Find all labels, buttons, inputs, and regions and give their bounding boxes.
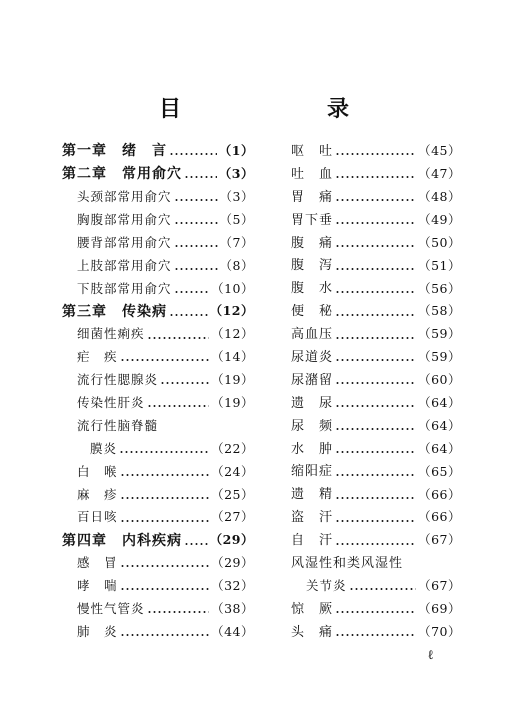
toc-entry <box>291 323 461 346</box>
toc-entry-label: 头颈部常用俞穴 <box>77 188 172 204</box>
toc-entry-label: 自 汗 <box>291 533 334 549</box>
toc-entry-label: 白 喉 <box>77 463 118 479</box>
toc-entry-page: （56） <box>418 280 461 296</box>
toc-entry-page: （3） <box>219 188 254 204</box>
toc-entry <box>62 209 254 232</box>
toc-entry-label: 胃下垂 <box>291 212 334 228</box>
toc-entry-page: （66） <box>418 486 461 502</box>
toc-entry-label: 下肢部常用俞穴 <box>77 280 172 296</box>
toc-entry-page: （59） <box>418 349 461 365</box>
toc-entry <box>62 415 254 438</box>
toc-leader-dots <box>119 451 209 453</box>
toc-entry-label: 胃 痛 <box>291 189 334 205</box>
toc-entry-label: 惊 厥 <box>291 601 334 617</box>
toc-entry <box>291 277 461 300</box>
toc-entry-label: 尿潴留 <box>291 372 334 388</box>
toc-entry <box>62 300 254 323</box>
toc-entry-label: 便 秘 <box>291 304 334 320</box>
toc-entry-page: （12） <box>209 303 254 319</box>
toc-leader-dots <box>120 634 210 636</box>
toc-entry-label: 遗 尿 <box>291 395 334 411</box>
toc-entry-page: （67） <box>418 532 461 548</box>
toc-entry-page: （69） <box>418 601 461 616</box>
toc-entry <box>291 163 461 186</box>
toc-leader-dots <box>335 359 416 361</box>
toc-entry-label: 遗 精 <box>291 487 334 503</box>
toc-leader-dots <box>335 222 416 224</box>
toc-entry <box>291 506 461 529</box>
toc-entry-page: （70） <box>418 623 461 639</box>
page-title: 目 录 <box>158 96 411 122</box>
page-mark: ℓ <box>428 648 433 663</box>
toc-entry <box>62 598 254 621</box>
toc-entry <box>291 483 461 506</box>
toc-leader-dots <box>120 520 210 522</box>
toc-leader-dots <box>335 153 416 155</box>
toc-entry-page: （19） <box>211 394 254 410</box>
toc-leader-dots <box>174 199 218 201</box>
toc-entry-label: 百日咳 <box>77 509 118 525</box>
toc-entry-page: （51） <box>418 257 461 273</box>
toc-leader-dots <box>349 588 417 590</box>
toc-leader-dots <box>335 245 416 247</box>
toc-entry <box>291 529 461 552</box>
toc-entry-page: （64） <box>418 417 461 433</box>
toc-leader-dots <box>335 291 416 293</box>
toc-leader-dots <box>335 268 416 270</box>
toc-entry <box>62 163 254 186</box>
toc-entry-label: 感 冒 <box>77 555 118 571</box>
toc-entry <box>291 552 461 575</box>
toc-entry <box>62 232 254 255</box>
toc-entry <box>62 254 254 277</box>
toc-entry <box>291 300 461 323</box>
toc-entry-page: （59） <box>418 326 461 342</box>
toc-leader-dots <box>335 337 416 339</box>
toc-entry <box>62 186 254 209</box>
toc-entry-label: 关节炎 <box>306 578 347 594</box>
toc-entry-label: 细菌性痢疾 <box>77 326 145 342</box>
toc-entry <box>291 346 461 369</box>
toc-entry-label: 第四章 内科疾病 <box>62 532 182 549</box>
toc-right-column <box>291 140 461 644</box>
toc-entry-page: （29） <box>211 555 254 571</box>
toc-entry <box>291 438 461 461</box>
toc-entry-page: （44） <box>211 623 254 639</box>
toc-entry-label: 传染性肝炎 <box>77 394 145 410</box>
toc-entry <box>291 186 461 209</box>
toc-leader-dots <box>335 474 416 476</box>
toc-entry-page: （24） <box>211 463 254 479</box>
toc-entry-page: （45） <box>418 143 461 159</box>
toc-entry <box>291 392 461 415</box>
toc-entry-page: （64） <box>418 394 461 410</box>
toc-leader-dots <box>335 382 416 384</box>
toc-leader-dots <box>174 222 218 224</box>
toc-leader-dots <box>174 268 218 270</box>
toc-entry <box>62 140 254 163</box>
toc-leader-dots <box>120 497 210 499</box>
toc-entry-page: （5） <box>219 211 254 227</box>
toc-leader-dots <box>335 451 416 453</box>
toc-entry <box>62 483 254 506</box>
toc-leader-dots <box>335 428 416 430</box>
toc-entry-label: 慢性气管炎 <box>77 601 145 616</box>
toc-entry-label: 水 肿 <box>291 441 334 457</box>
toc-leader-dots <box>120 588 210 590</box>
toc-leader-dots <box>120 359 210 361</box>
toc-entry <box>291 209 461 232</box>
toc-entry <box>291 369 461 392</box>
toc-entry-label: 第二章 常用俞穴 <box>62 166 182 183</box>
toc-entry-page: （38） <box>211 601 254 616</box>
toc-entry-page: （49） <box>418 211 461 227</box>
toc-entry-label: 吐 血 <box>291 166 334 182</box>
toc-left-column <box>62 140 254 644</box>
toc-leader-dots <box>184 176 217 178</box>
toc-entry-page: （65） <box>418 463 461 479</box>
toc-entry <box>291 621 461 644</box>
toc-leader-dots <box>120 474 210 476</box>
toc-leader-dots <box>335 405 416 407</box>
toc-entry-label: 高血压 <box>291 327 334 343</box>
toc-leader-dots <box>147 337 210 339</box>
toc-entry <box>62 346 254 369</box>
toc-entry <box>62 277 254 300</box>
toc-leader-dots <box>335 520 416 522</box>
toc-leader-dots <box>160 382 209 384</box>
toc-entry-page: （12） <box>211 326 254 342</box>
toc-entry-label: 头 痛 <box>291 624 334 640</box>
toc-entry-label: 疟 疾 <box>77 349 118 365</box>
toc-entry-page: （7） <box>219 234 254 250</box>
toc-entry-page: （60） <box>418 372 461 388</box>
toc-entry-page: （50） <box>418 234 461 250</box>
toc-entry-page: （14） <box>211 349 254 365</box>
toc-entry <box>62 621 254 644</box>
toc-entry <box>291 415 461 438</box>
toc-leader-dots <box>335 634 416 636</box>
toc-entry-page: （8） <box>219 257 254 273</box>
toc-entry-page: （32） <box>211 578 254 594</box>
toc-entry <box>291 460 461 483</box>
toc-entry <box>62 506 254 529</box>
toc-leader-dots <box>174 291 210 293</box>
toc-entry <box>291 232 461 255</box>
toc-entry-label: 麻 疹 <box>77 486 118 502</box>
toc-entry-label: 腹 痛 <box>291 235 334 251</box>
toc-entry-label: 流行性脑脊髓 <box>77 417 159 433</box>
toc-entry-page: （58） <box>418 303 461 319</box>
toc-entry <box>62 323 254 346</box>
toc-entry-label: 腹 水 <box>291 281 334 297</box>
toc-leader-dots <box>335 497 416 499</box>
toc-entry-label: 尿 频 <box>291 418 334 434</box>
toc-entry-page: （25） <box>211 486 254 502</box>
toc-entry <box>62 529 254 552</box>
toc-leader-dots <box>169 153 217 155</box>
toc-leader-dots <box>174 245 218 247</box>
toc-entry-label: 缩阳症 <box>291 464 334 480</box>
toc-entry <box>62 438 254 461</box>
toc-entry <box>62 369 254 392</box>
toc-entry-label: 呕 吐 <box>291 143 334 159</box>
toc-entry-label: 第三章 传染病 <box>62 303 167 320</box>
toc-entry-page: （64） <box>418 440 461 456</box>
toc-entry-page: （48） <box>418 188 461 204</box>
toc-entry <box>62 460 254 483</box>
toc-leader-dots <box>335 611 416 613</box>
toc-entry-page: （19） <box>211 372 254 388</box>
toc-entry <box>62 392 254 415</box>
toc-leader-dots <box>335 314 416 316</box>
toc-entry <box>291 254 461 277</box>
toc-entry-page: （29） <box>209 532 254 548</box>
toc-entry-label: 胸腹部常用俞穴 <box>77 211 172 227</box>
toc-leader-dots <box>147 405 210 407</box>
toc-entry-label: 腹 泻 <box>291 258 334 274</box>
toc-leader-dots <box>335 176 416 178</box>
toc-entry-label: 腰背部常用俞穴 <box>77 234 172 250</box>
toc-entry-page: （3） <box>218 166 254 182</box>
toc-leader-dots <box>335 543 416 545</box>
toc-leader-dots <box>184 543 208 545</box>
toc-entry-label: 肺 炎 <box>77 623 118 639</box>
toc-entry-label: 哮 喘 <box>77 578 118 594</box>
toc-entry <box>291 598 461 621</box>
toc-entry-label: 流行性腮腺炎 <box>77 372 159 388</box>
toc-entry-page: （1） <box>218 143 254 159</box>
toc-leader-dots <box>335 199 416 201</box>
toc-entry <box>62 575 254 598</box>
toc-entry-page: （66） <box>418 509 461 525</box>
toc-entry-label: 上肢部常用俞穴 <box>77 257 172 273</box>
toc-leader-dots <box>120 565 210 567</box>
toc-entry-label: 风湿性和类风湿性 <box>291 555 404 571</box>
toc-entry-page: （47） <box>418 166 461 182</box>
toc-entry-page: （10） <box>211 280 254 296</box>
toc-entry-label: 第一章 绪 言 <box>62 143 167 160</box>
toc-entry-label: 膜炎 <box>90 440 118 456</box>
toc-leader-dots <box>147 611 210 613</box>
toc-entry-page: （22） <box>211 440 254 456</box>
toc-entry <box>62 552 254 575</box>
toc-leader-dots <box>169 314 208 316</box>
toc-entry-label: 盗 汗 <box>291 510 334 526</box>
toc-entry <box>291 575 461 598</box>
toc-entry <box>291 140 461 163</box>
toc-entry-page: （27） <box>211 509 254 525</box>
toc-entry-label: 尿道炎 <box>291 349 334 365</box>
toc-entry-page: （67） <box>418 578 461 594</box>
